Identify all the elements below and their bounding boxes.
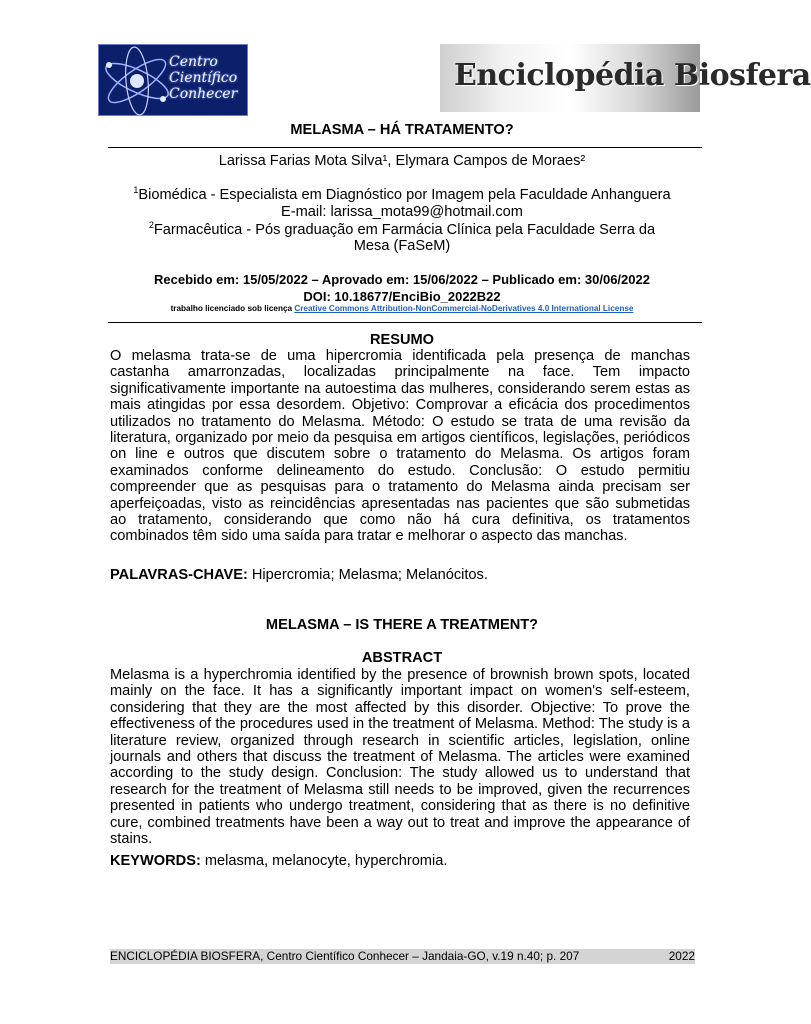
keywords-label: KEYWORDS: — [110, 853, 201, 869]
palavras-chave-values: Hipercromia; Melasma; Melanócitos. — [247, 567, 488, 583]
enciclopedia-biosfera-logo — [440, 44, 811, 112]
affiliation-2-text: Farmacêutica - Pós graduação em Farmácia Clínica pela Faculdade Serra da — [153, 222, 656, 238]
affiliation-1-text: Biomédica - Especialista em Diagnóstico por Imagem pela Faculdade Anhanguera — [138, 187, 671, 203]
paper-title: MELASMA – HÁ TRATAMENTO? — [290, 122, 514, 138]
logo-word-2: Científico — [169, 70, 238, 86]
affiliation-2-mark: 2 — [148, 220, 154, 231]
logo-title: Enciclopédia Biosfera — [454, 58, 811, 93]
keywords — [110, 853, 447, 869]
affiliation-1-mark: 1 — [133, 185, 139, 196]
authors: Larissa Farias Mota Silva¹, Elymara Campos de Moraes² — [218, 153, 586, 169]
page-footer — [110, 949, 695, 964]
palavras-chave — [110, 567, 488, 583]
header-divider — [108, 322, 702, 323]
abstract-heading: ABSTRACT — [361, 650, 443, 666]
license-link[interactable]: Creative Commons Attribution-NonCommercial-NoDerivatives 4.0 International License — [294, 304, 634, 313]
footer-citation: ENCICLOPÉDIA BIOSFERA, Centro Científico Conhecer – Jandaia-GO, v.19 n.40; p. 207 — [110, 949, 580, 963]
license-prefix: trabalho licenciado sob licença — [170, 304, 295, 313]
centro-cientifico-conhecer-logo — [98, 44, 248, 116]
abstract-text: Melasma is a hyperchromia identified by the presence of brownish brown spots, located mainly on the face. It has a significantly important impact on women's self-esteem, considering that they are the most affected by this disorder. Objective: To prove the effectiveness of the procedures used in the treatment of Melasma. Method: The study is a literature review, organized through research in scientific articles, legislation, online journals and others that discuss the treatment of Melasma. The articles were examined according to the study design. Conclusion: The study allowed us to understand that research for the treatment of Melasma still needs to be improved, given the recurrences presented in patients who undergo treatment, considering that as there is no definitive cure, combined treatments have been a way out to treat and improve the appearance of stains. — [110, 667, 690, 848]
keywords-values: melasma, melanocyte, hyperchromia. — [200, 853, 448, 869]
footer-year: 2022 — [668, 949, 695, 963]
license-line — [100, 304, 704, 313]
author-email: E-mail: larissa_mota99@hotmail.com — [281, 204, 523, 220]
affiliation-1 — [100, 187, 704, 204]
english-title: MELASMA – IS THERE A TREATMENT? — [265, 617, 539, 633]
resumo-text: O melasma trata-se de uma hipercromia identificada pela presença de manchas castanha amarronzadas, localizadas principalmente na face. Tem impacto significativamente importante na autoestima das mulheres, considerando serem estas as mais atingidas por essa desordem. Objetivo: Comprovar a eficácia dos procedimentos utilizados no tratamento do Melasma. Método: O estudo se trata de uma revisão da literatura, organizado por meio da pesquisa em artigos científicos, legislações, periódicos on line e outros que discutem sobre o tratamento do Melasma. Os artigos foram examinados conforme delineamento do estudo. Conclusão: O estudo permitiu compreender que as pesquisas para o tratamento do Melasma ainda precisam ser aperfeiçoadas, visto as reincidências apresentadas nas pacientes que são submetidas ao tratamento, considerando que como não há cura definitiva, os tratamentos combinados têm sido uma saída para tratar e melhorar o aspecto das manchas. — [110, 348, 690, 545]
logo-word-3: Conhecer — [169, 86, 238, 102]
affiliation-2 — [100, 222, 704, 239]
logo-word-1: Centro — [169, 54, 218, 70]
palavras-chave-label: PALAVRAS-CHAVE: — [110, 567, 248, 583]
resumo-heading: RESUMO — [369, 332, 435, 348]
title-divider — [108, 147, 702, 148]
affiliation-2-cont: Mesa (FaSeM) — [353, 238, 451, 254]
publication-dates: Recebido em: 15/05/2022 – Aprovado em: 15/06/2022 – Publicado em: 30/06/2022 — [154, 272, 650, 287]
doi: DOI: 10.18677/EnciBio_2022B22 — [303, 289, 501, 304]
